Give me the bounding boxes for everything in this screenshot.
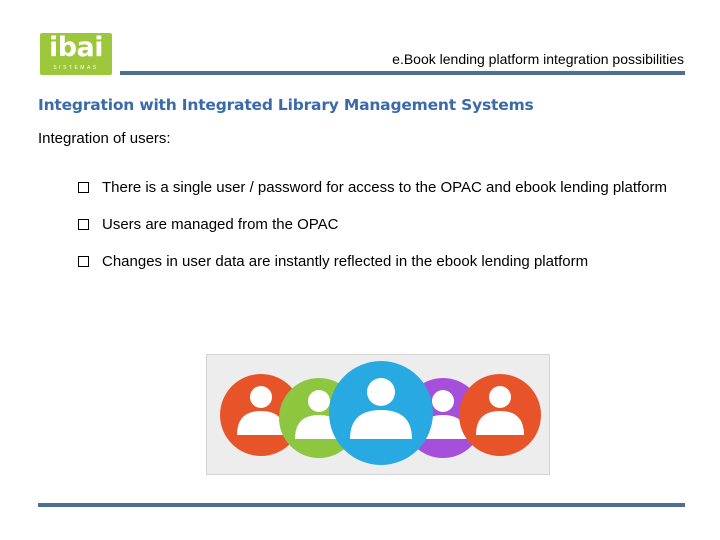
checkbox-bullet-icon bbox=[78, 256, 89, 267]
user-group-icon bbox=[207, 355, 549, 474]
bullet-text: Changes in user data are instantly reflected in the ebook lending platform bbox=[102, 253, 589, 270]
checkbox-bullet-icon bbox=[78, 219, 89, 230]
user-circle-3 bbox=[329, 361, 433, 465]
ibai-logo bbox=[40, 33, 112, 75]
bullet-item bbox=[78, 177, 698, 198]
header-divider bbox=[120, 71, 685, 75]
bullet-list bbox=[78, 177, 698, 272]
checkbox-bullet-icon bbox=[78, 182, 89, 193]
logo-subtext: SISTEMAS bbox=[53, 65, 99, 71]
bullet-text: There is a single user / password for access to the OPAC and ebook lending platform bbox=[102, 179, 668, 196]
logo-text: ibai bbox=[48, 33, 104, 63]
users-illustration bbox=[206, 354, 550, 475]
intro-text: Integration of users: bbox=[38, 130, 171, 147]
footer-divider bbox=[38, 503, 685, 507]
bullet-text: Users are managed from the OPAC bbox=[102, 216, 339, 233]
user-circle-5 bbox=[459, 374, 541, 456]
section-title: Integration with Integrated Library Management Systems bbox=[38, 96, 534, 114]
header-title: e.Book lending platform integration possibilities bbox=[392, 51, 684, 67]
bullet-item bbox=[78, 251, 698, 272]
bullet-item bbox=[78, 214, 698, 235]
